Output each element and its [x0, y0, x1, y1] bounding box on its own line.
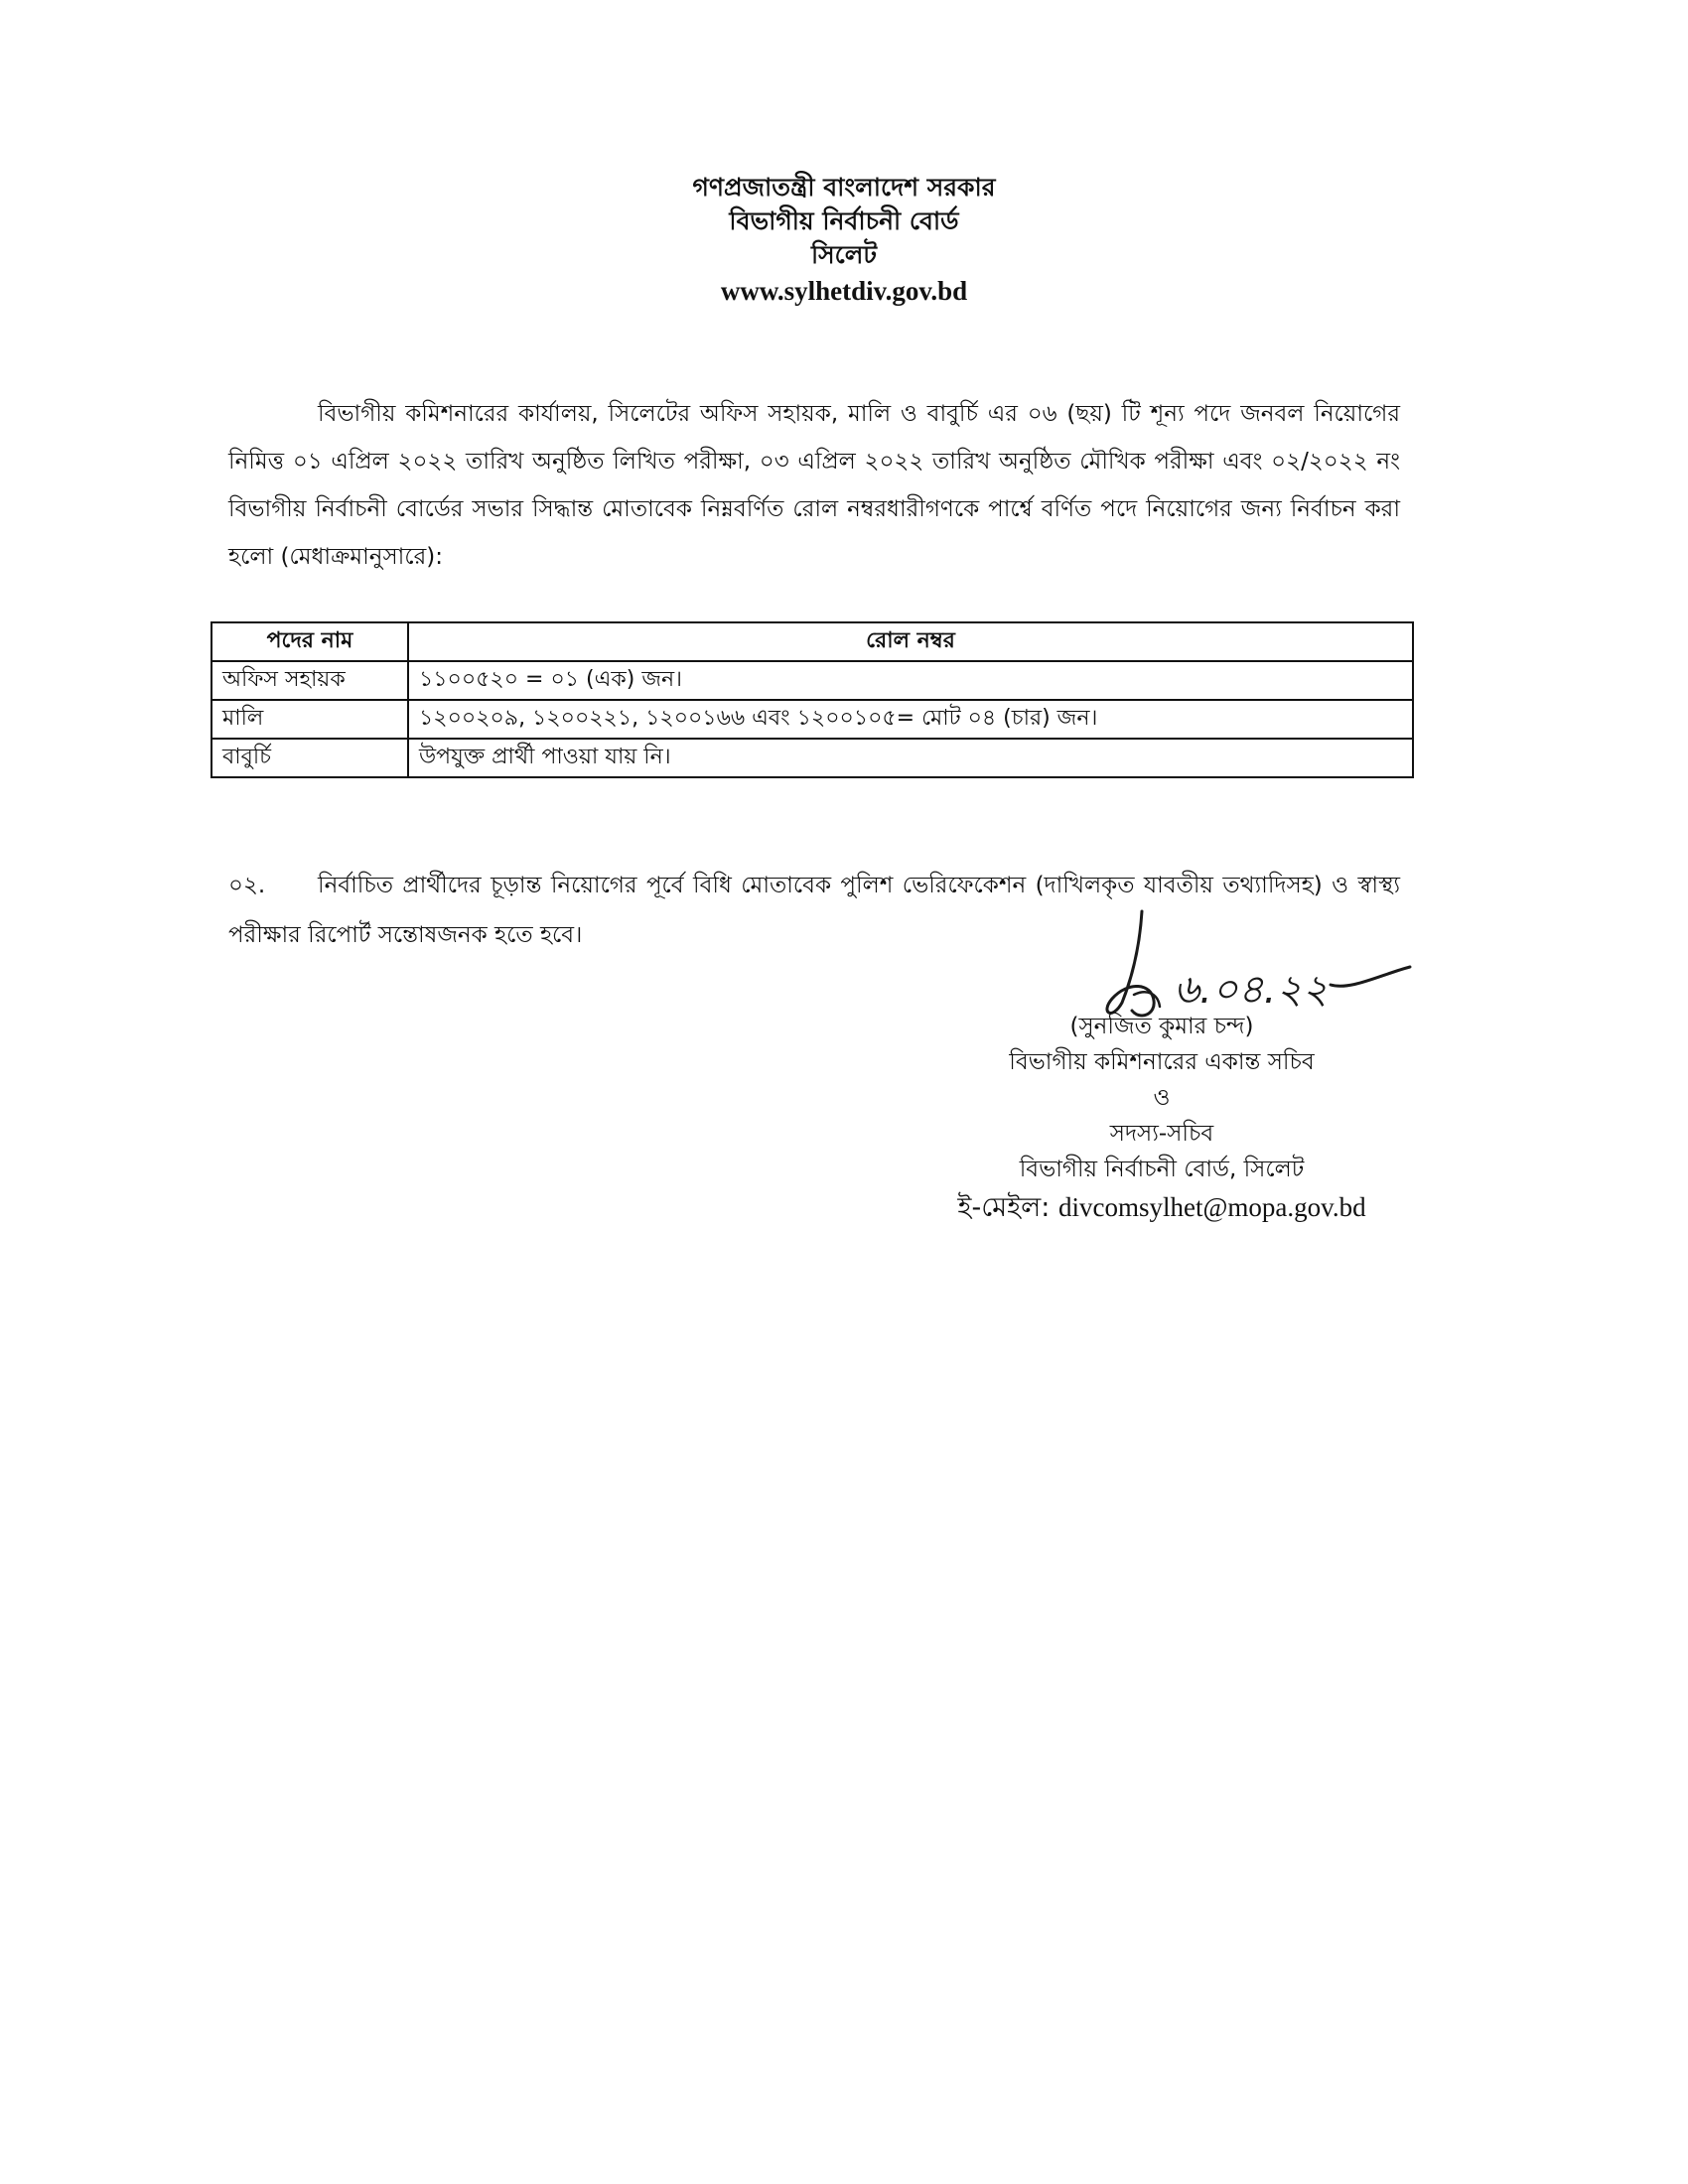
website-link[interactable]: www.sylhetdiv.gov.bd	[720, 276, 968, 306]
email-link[interactable]: divcomsylhet@mopa.gov.bd	[1058, 1192, 1366, 1222]
signatory-board: বিভাগীয় নির্বাচনী বোর্ড, সিলেট	[1019, 1157, 1305, 1182]
post-name-cell: মালি	[211, 700, 408, 739]
roll-number-cell: ১২০০২০৯, ১২০০২২১, ১২০০১৬৬ এবং ১২০০১০৫= মোট ০৪ (চার) জন।	[408, 700, 1413, 739]
signatory-conjunction: ও	[1153, 1085, 1171, 1111]
signature-date: ৬.০৪.২২	[1174, 967, 1329, 1013]
intro-paragraph: বিভাগীয় কমিশনারের কার্যালয়, সিলেটের অফিস সহায়ক, মালি ও বাবুর্চি এর ০৬ (ছয়) টি শূন্য পদে জনবল নিয়োগের নিমিত্ত ০১ এপ্রিল ২০২২ তারিখ অনুষ্ঠিত লিখিত পরীক্ষা, ০৩ এপ্রিল ২০২২ তারিখ অনুষ্ঠিত মৌখিক পরীক্ষা এবং ০২/২০২২ নং বিভাগীয় নির্বাচনী বোর্ডের সভার সিদ্ধান্ত মোতাবেক নিম্নবর্ণিত রোল নম্বরধারীগণকে পার্শ্বে বর্ণিত পদে নিয়োগের জন্য নির্বাচন করা হলো (মেধাক্রমানুসারে):	[228, 401, 1400, 570]
table-header-row	[211, 622, 1413, 661]
header-post-name: পদের নাম	[211, 622, 408, 661]
post-name-cell: অফিস সহায়ক	[211, 661, 408, 700]
paragraph-number: ০২.	[228, 873, 266, 898]
post-name-cell: বাবুর্চি	[211, 739, 408, 777]
signatory-email-line	[874, 1187, 1450, 1228]
govt-title: গণপ্রজাতন্ত্রী বাংলাদেশ সরকার	[692, 173, 996, 202]
table-row	[211, 739, 1413, 777]
letterhead	[0, 171, 1688, 310]
table-row	[211, 700, 1413, 739]
signatory-block	[874, 1009, 1450, 1228]
signatory-designation: বিভাগীয় কমিশনারের একান্ত সচিব	[1009, 1049, 1315, 1075]
roll-number-cell: ১১০০৫২০ = ০১ (এক) জন।	[408, 661, 1413, 700]
signatory-name: (সুনজিত কুমার চন্দ)	[1069, 1014, 1254, 1039]
roll-number-cell: উপযুক্ত প্রার্থী পাওয়া যায় নি।	[408, 739, 1413, 777]
email-label: ই-মেইল:	[957, 1192, 1051, 1223]
location-title: সিলেট	[811, 240, 877, 269]
selection-table	[211, 621, 1414, 778]
header-roll-number: রোল নম্বর	[408, 622, 1413, 661]
signatory-role: সদস্য-সচিব	[1109, 1121, 1214, 1147]
board-title: বিভাগীয় নির্বাচনী বোর্ড	[729, 206, 959, 235]
condition-text: নির্বাচিত প্রার্থীদের চূড়ান্ত নিয়োগের পূর্বে বিধি মোতাবেক পুলিশ ভেরিফেকেশন (দাখিলকৃত যাবতীয় তথ্যাদিসহ) ও স্বাস্থ্য পরীক্ষার রিপোর্ট সন্তোষজনক হতে হবে।	[228, 873, 1400, 948]
table-row	[211, 661, 1413, 700]
